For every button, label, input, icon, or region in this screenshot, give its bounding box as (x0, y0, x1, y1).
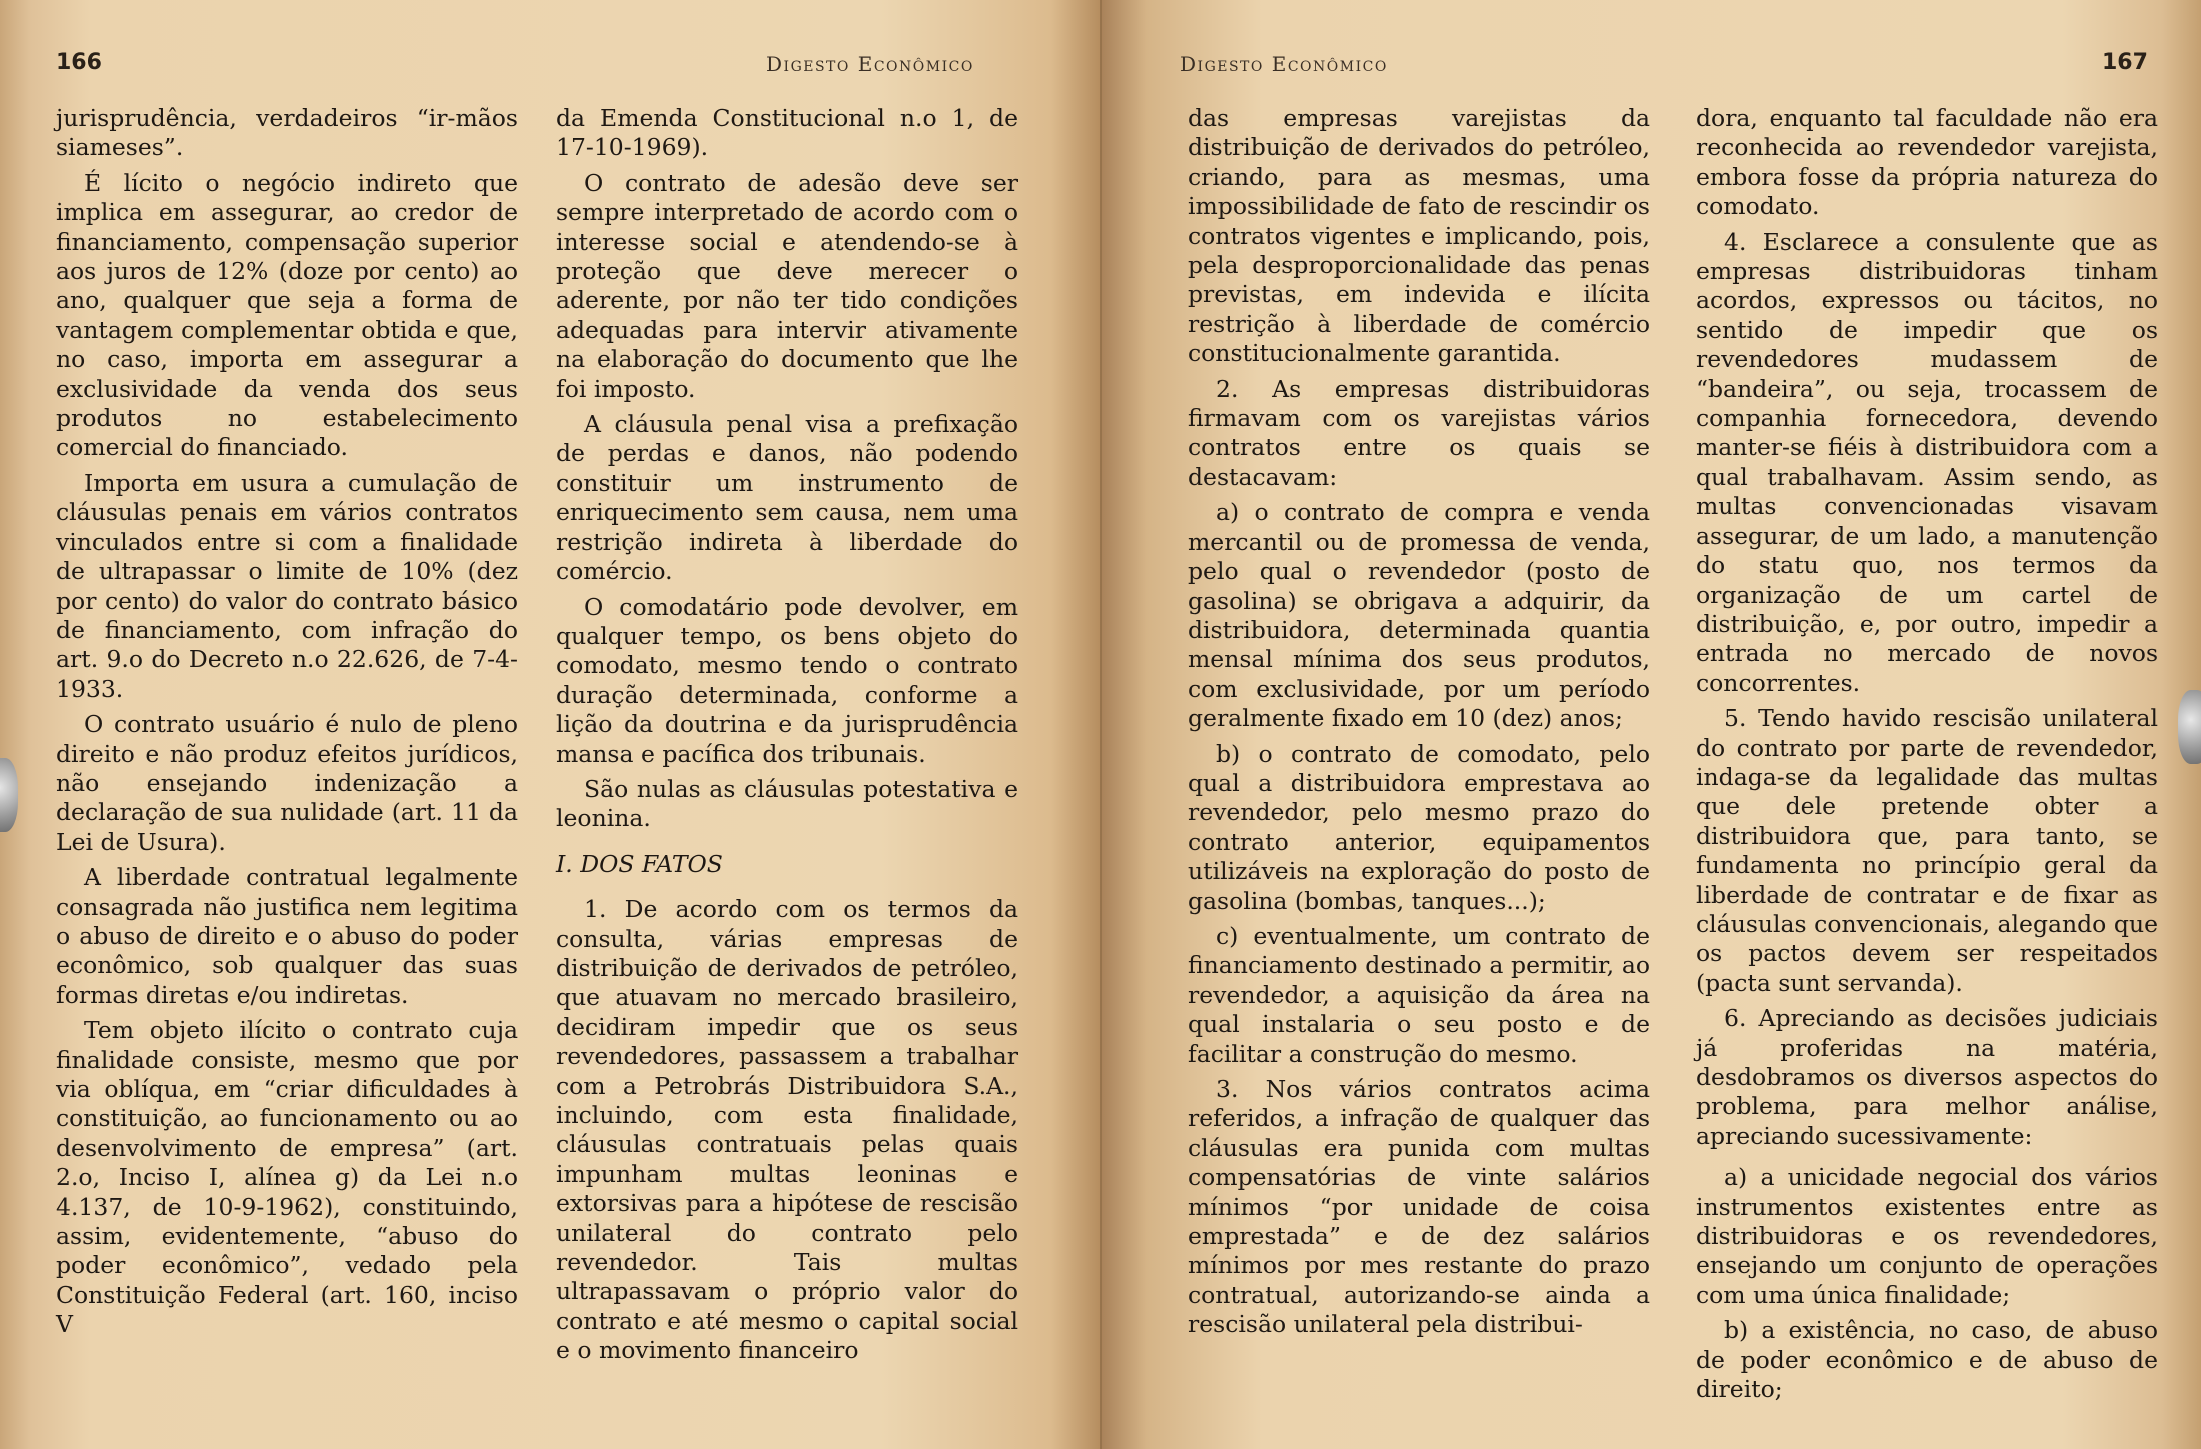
section-heading: I. DOS FATOS (556, 849, 723, 878)
paragraph: c) eventualmente, um contrato de financiamento destinado a permitir, ao revendedor, a aquisição da área na qual instalaria o seu posto e de facilitar a construção do mesmo. (1188, 921, 1650, 1068)
paragraph: 2. As empresas distribuidoras firmavam com os varejistas vários contratos entre os quais se destacavam: (1188, 374, 1650, 491)
left-column-1 (56, 104, 518, 1346)
paragraph: A cláusula penal visa a prefixação de perdas e danos, não podendo constituir um instrumento de enriquecimento sem causa, nem uma restrição indireta à liberdade do comércio. (556, 410, 1018, 586)
left-column-2 (556, 104, 1018, 1372)
paragraph: jurisprudência, verdadeiros “ir-mãos siameses”. (56, 104, 518, 162)
paragraph: da Emenda Constitucional n.o 1, de 17-10-1969). (556, 104, 1018, 162)
paragraph: 4. Esclarece a consulente que as empresas distribuidoras tinham acordos, expressos ou tácitos, no sentido de impedir que os revendedores mudassem de “bandeira”, ou seja, trocassem de companhia fornecedora, devendo manter-se fiéis à distribuidora com a qual trabalhavam. Assim sendo, as multas convencionadas visavam assegurar, de um lado, a manutenção do statu quo, nos termos da organização de um cartel de distribuição, e, por outro, impedir a entrada no mercado de novos concorrentes. (1696, 227, 2158, 697)
paragraph: dora, enquanto tal faculdade não era reconhecida ao revendedor varejista, embora fosse da própria natureza do comodato. (1696, 104, 2158, 221)
paragraph: 5. Tendo havido rescisão unilateral do contrato por parte de revendedor, indaga-se da legalidade das multas que dele pretende obter a distribuidora que, para tanto, se fundamenta no princípio geral da liberdade de contratar e de fixar as cláusulas convencionais, alegando que os pactos devem ser respeitados (pacta sunt servanda). (1696, 704, 2158, 997)
running-head: Digesto Econômico (1180, 52, 1388, 76)
paragraph: das empresas varejistas da distribuição de derivados do petróleo, criando, para as mesmas, uma impossibilidade de fato de rescindir os contratos vigentes e implicando, pois, pela desproporcionalidade das penas previstas, em indevida e ilícita restrição à liberdade de comércio constitucionalmente garantida. (1188, 104, 1650, 368)
paragraph: Tem objeto ilícito o contrato cuja finalidade consiste, mesmo que por via oblíqua, em “criar dificuldades à constituição, ao funcionamento ou ao desenvolvimento de empresa” (art. 2.o, Inciso I, alínea g) da Lei n.o 4.137, de 10-9-1962), constituindo, assim, evidentemente, “abuso do poder econômico”, vedado pela Constituição Federal (art. 160, inciso V (56, 1016, 518, 1339)
paragraph: a) a unicidade negocial dos vários instrumentos existentes entre as distribuidoras e os revendedores, ensejando um conjunto de operações com uma única finalidade; (1696, 1163, 2158, 1309)
right-page (1102, 0, 2201, 1449)
paragraph: São nulas as cláusulas potestativa e leonina. (556, 774, 1018, 833)
paragraph: A liberdade contratual legalmente consagrada não justifica nem legitima o abuso de direito e o abuso do poder econômico, sob qualquer das suas formas diretas e/ou indiretas. (56, 863, 518, 1009)
paragraph: b) o contrato de comodato, pelo qual a distribuidora emprestava ao revendedor, pelo mesmo prazo do contrato anterior, equipamentos utilizáveis na exploração do posto de gasolina (bombas, tanques...); (1188, 739, 1650, 915)
paragraph: 3. Nos vários contratos acima referidos, a infração de qualquer das cláusulas era punida com multas compensatórias de vinte salários mínimos “por unidade de coisa emprestada” e de dez salários mínimos por mes restante do prazo contratual, autorizando-se ainda a rescisão unilateral pela distribui- (1188, 1075, 1650, 1339)
paragraph: Importa em usura a cumulação de cláusulas penais em vários contratos vinculados entre si com a finalidade de ultrapassar o limite de 10% (dez por cento) do valor do contrato básico de financiamento, com infração do art. 9.o do Decreto n.o 22.626, de 7-4-1933. (56, 468, 518, 703)
paragraph: 1. De acordo com os termos da consulta, várias empresas de distribuição de derivados de petróleo, que atuavam no mercado brasileiro, decidiram impedir que os seus revendedores, passassem a trabalhar com a Petrobrás Distribuidora S.A., incluindo, com esta finalidade, cláusulas contratuais pelas quais impunham multas leoninas e extorsivas para a hipótese de rescisão unilateral do contrato pelo revendedor. Tais multas ultrapassavam o próprio valor do contrato e até mesmo o capital social e o movimento financeiro (556, 895, 1018, 1365)
right-column-1 (1188, 104, 1650, 1346)
index-tab (2178, 690, 2201, 764)
paragraph: a) o contrato de compra e venda mercantil ou de promessa de venda, pelo qual o revendedor (posto de gasolina) se obrigava a adquirir, da distribuidora, determinada quantia mensal mínima dos seus produtos, com exclusividade, por um período geralmente fixado em 10 (dez) anos; (1188, 498, 1650, 733)
paragraph: O contrato de adesão deve ser sempre interpretado de acordo com o interesse social e atendendo-se à proteção que deve merecer o aderente, por não ter tido condições adequadas para intervir ativamente na elaboração do documento que lhe foi imposto. (556, 168, 1018, 403)
paragraph: b) a existência, no caso, de abuso de poder econômico e de abuso de direito; (1696, 1316, 2158, 1404)
paragraph: O comodatário pode devolver, em qualquer tempo, os bens objeto do comodato, mesmo tendo o contrato duração determinada, conforme a lição da doutrina e da jurisprudência mansa e pacífica dos tribunais. (556, 592, 1018, 768)
running-head: Digesto Econômico (766, 52, 974, 76)
page-number: 166 (56, 50, 102, 75)
page-number: 167 (2102, 50, 2148, 75)
paragraph: 6. Apreciando as decisões judiciais já proferidas na matéria, desdobramos os diversos aspectos do problema, para melhor análise, apreciando sucessivamente: (1696, 1004, 2158, 1150)
paragraph: O contrato usuário é nulo de pleno direito e não produz efeitos jurídicos, não ensejando indenização a declaração de sua nulidade (art. 11 da Lei de Usura). (56, 710, 518, 856)
paragraph: É lícito o negócio indireto que implica em assegurar, ao credor de financiamento, compensação superior aos juros de 12% (doze por cento) ao ano, qualquer que seja a forma de vantagem complementar obtida e que, no caso, importa em assegurar a exclusividade da venda dos seus produtos no estabelecimento comercial do financiado. (56, 168, 518, 462)
index-tab (0, 758, 18, 832)
right-column-2 (1696, 104, 2158, 1410)
